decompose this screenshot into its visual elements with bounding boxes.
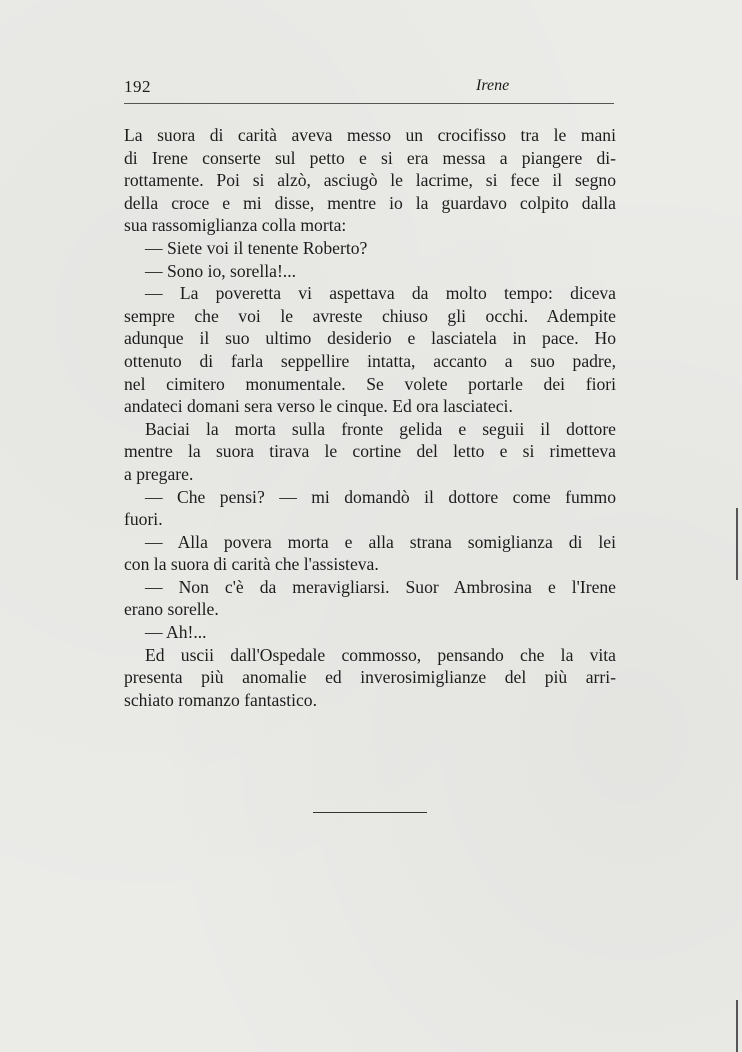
dialogue-line: — Non c'è da meravigliarsi. Suor Ambrosina e l'Irene <box>145 576 616 597</box>
dialogue-line: — Alla povera morta e alla strana somiglianza di lei <box>145 531 616 552</box>
running-title: Irene <box>476 77 510 94</box>
text-line: fuori. <box>124 509 163 530</box>
text-line: presenta più anomalie ed inverosimiglianze del più arri- <box>124 667 616 688</box>
text-line: sempre che voi le avreste chiuso gli occhi. Adempite <box>124 305 616 326</box>
dialogue-line: — Siete voi il tenente Roberto? <box>145 237 368 258</box>
text-line: di Irene conserte sul petto e si era messa a piangere di- <box>124 147 616 168</box>
text-line: schiato romanzo fantastico. <box>124 689 317 710</box>
dialogue-line: — Ah!... <box>145 622 207 643</box>
text-line: rottamente. Poi si alzò, asciugò le lacrime, si fece il segno <box>124 170 616 191</box>
paragraph-line: Ed uscii dall'Ospedale commosso, pensando che la vita <box>145 644 616 665</box>
text-line: La suora di carità aveva messo un crocifisso tra le mani <box>124 125 616 145</box>
body-text <box>124 124 616 711</box>
paragraph-line: Baciai la morta sulla fronte gelida e seguii il dottore <box>145 418 616 439</box>
text-line: mentre la suora tirava le cortine del letto e si rimetteva <box>124 441 616 462</box>
dialogue-line: — Che pensi? — mi domandò il dottore come fummo <box>145 486 616 507</box>
text-line: erano sorelle. <box>124 599 219 620</box>
text-line: sua rassomiglianza colla morta: <box>124 215 347 236</box>
text-line: a pregare. <box>124 463 194 484</box>
page-number: 192 <box>124 77 151 96</box>
page-edge-mark <box>736 508 738 580</box>
page-edge-mark <box>736 1000 738 1052</box>
text-line: andateci domani sera verso le cinque. Ed ora lasciateci. <box>124 396 513 417</box>
text-line: con la suora di carità che l'assisteva. <box>124 554 379 575</box>
text-line: ottenuto di farla seppellire intatta, accanto a suo padre, <box>124 350 616 371</box>
dialogue-line: — La poveretta vi aspettava da molto tempo: diceva <box>145 283 616 304</box>
text-line: della croce e mi disse, mentre io la guardavo colpito dalla <box>124 192 616 213</box>
running-head <box>124 77 614 104</box>
end-rule <box>313 812 427 813</box>
text-line: nel cimitero monumentale. Se volete portarle dei fiori <box>124 373 616 394</box>
text-line: adunque il suo ultimo desiderio e lasciatela in pace. Ho <box>124 328 616 349</box>
dialogue-line: — Sono io, sorella!... <box>145 260 296 281</box>
